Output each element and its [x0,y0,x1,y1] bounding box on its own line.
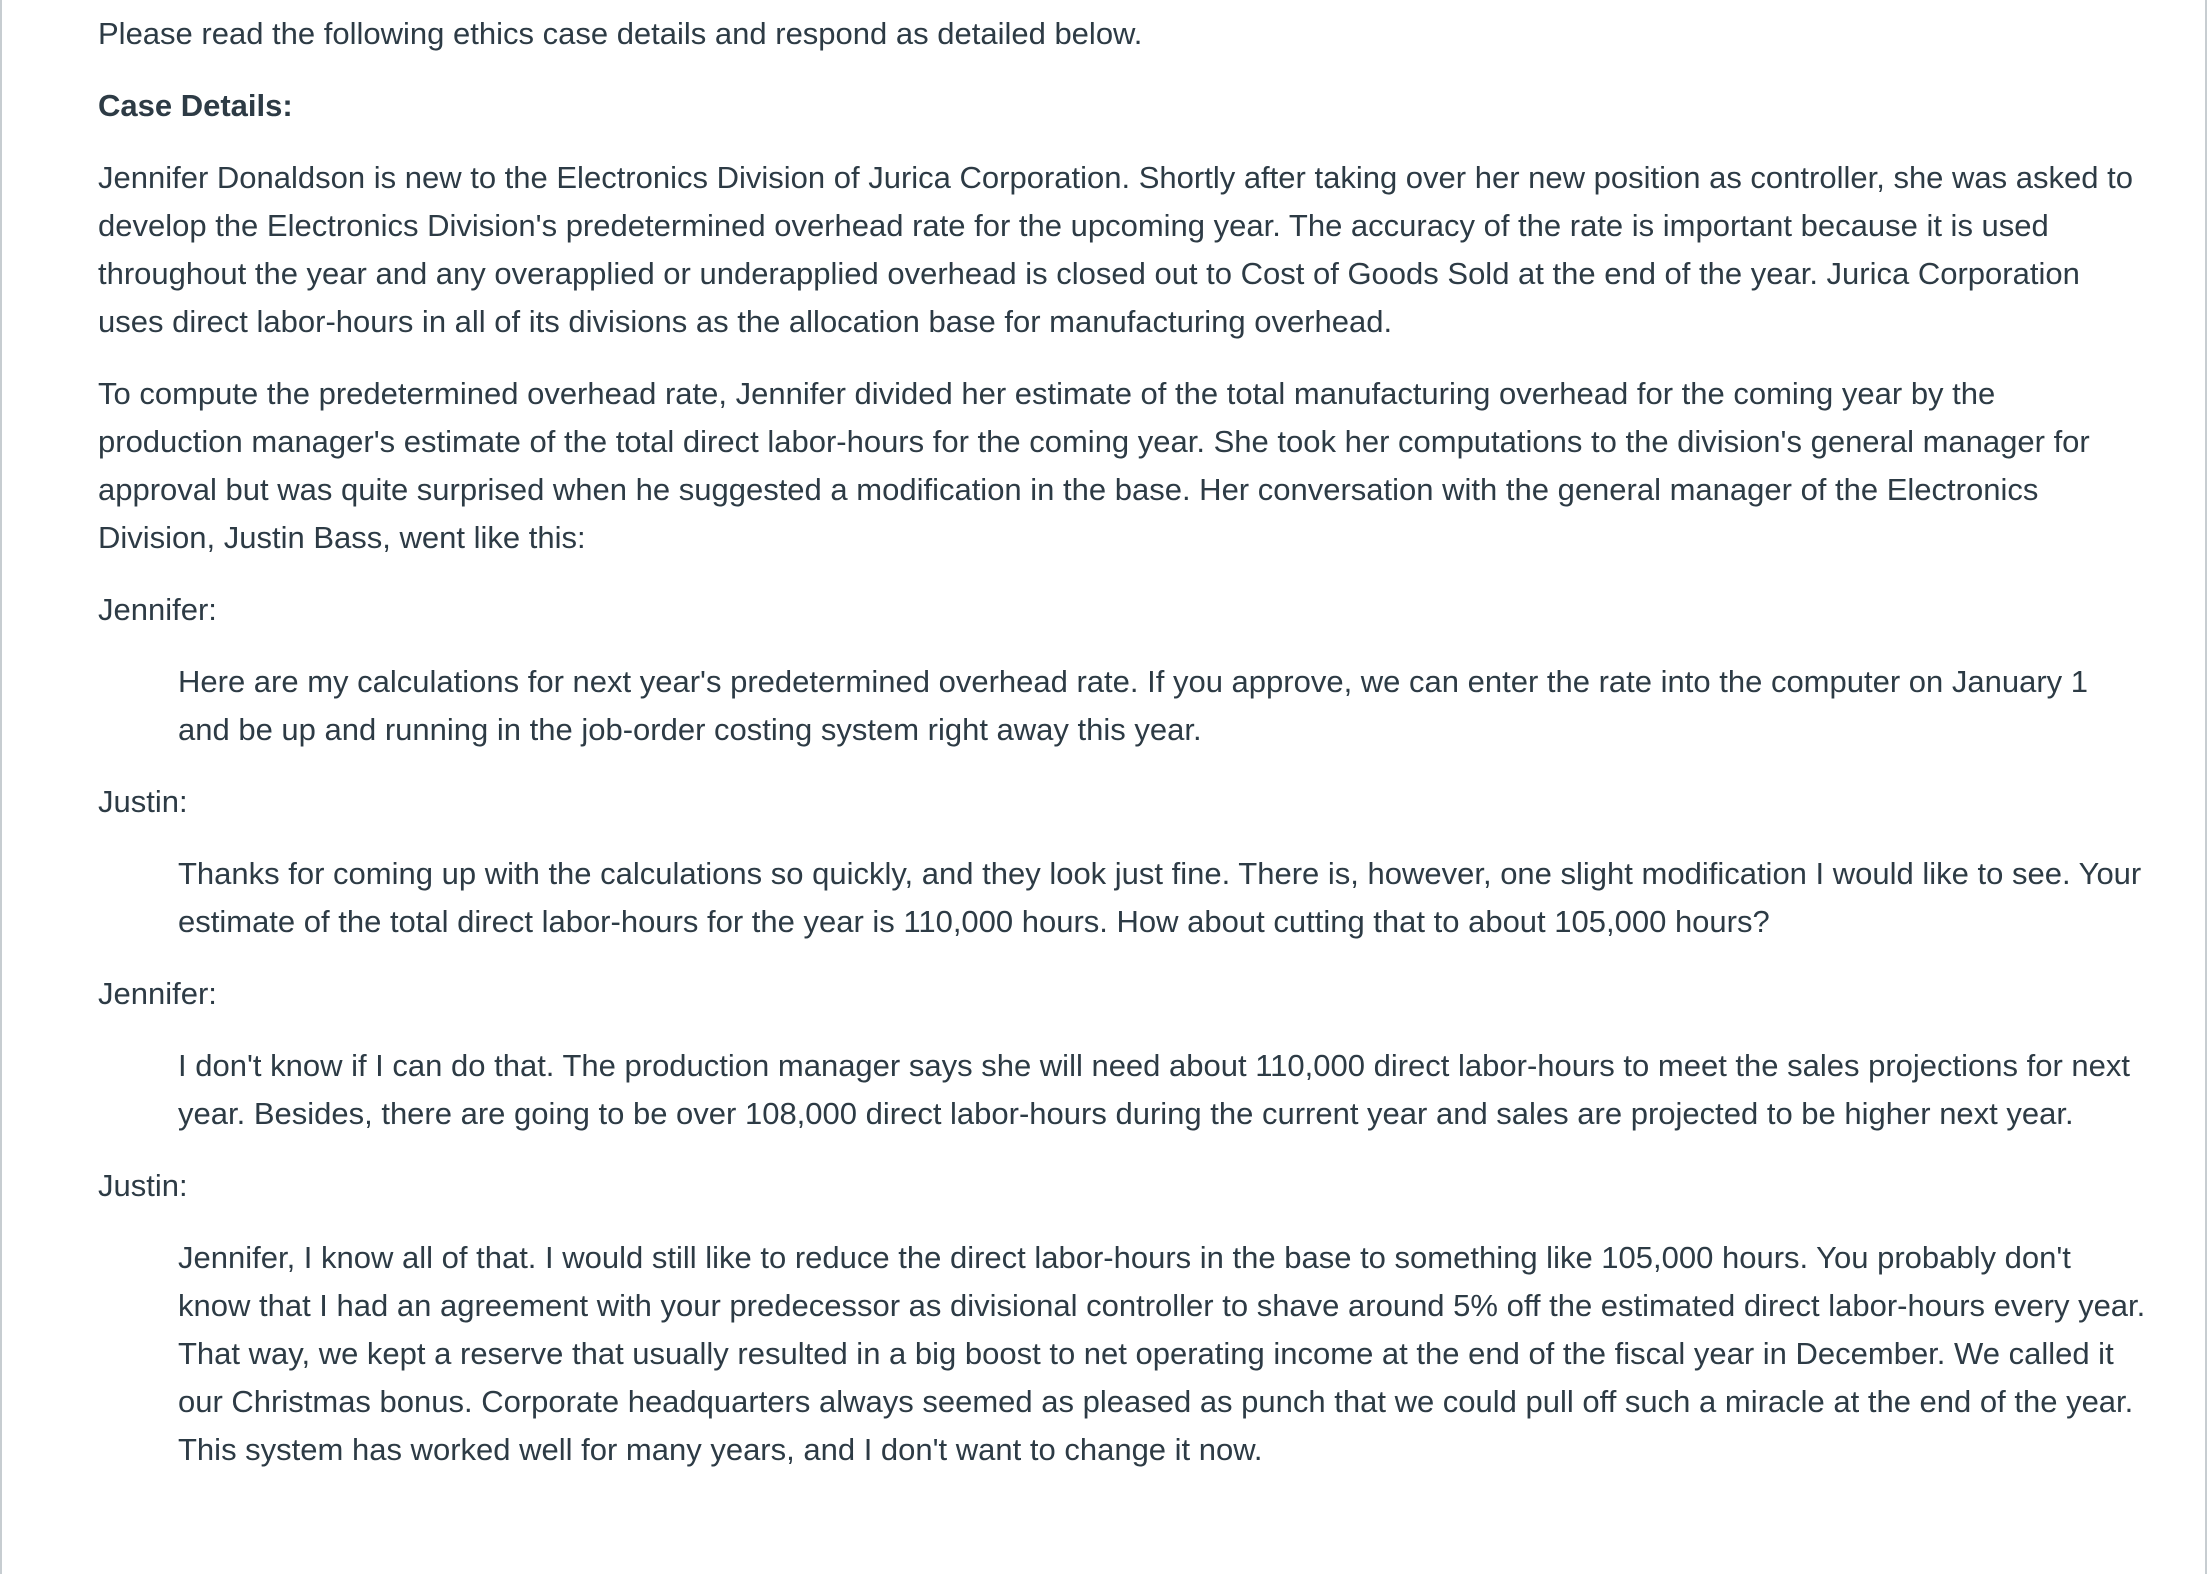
case-paragraph: Jennifer Donaldson is new to the Electronics Division of Jurica Corporation. Shortly after taking over her new position as controller, she was asked to develop the Electronics Division's predetermined overhead rate for the upcoming year. The accuracy of the rate is important because it is used throughout the year and any overapplied or underapplied overhead is closed out to Cost of Goods Sold at the end of the year. Jurica Corporation uses direct labor-hours in all of its divisions as the allocation base for manufacturing overhead. [98,160,2133,339]
speaker-label: Justin: [98,1168,188,1203]
dialogue-text: Here are my calculations for next year's predetermined overhead rate. If you approve, we can enter the rate into the computer on January 1 and be up and running in the job-order costing system right away this year. [178,664,2089,747]
intro-text: Please read the following ethics case details and respond as detailed below. [98,16,1143,51]
dialogue-text: Thanks for coming up with the calculations so quickly, and they look just fine. There is, however, one slight modification I would like to see. Your estimate of the total direct labor-hours for the year is 110,000 hours. How about cutting that to about 105,000 hours? [178,856,2142,939]
ethics-case-content [98,0,2148,1474]
case-details-heading: Case Details: [98,88,293,123]
dialogue-text: Jennifer, I know all of that. I would still like to reduce the direct labor-hours in the base to something like 105,000 hours. You probably don't know that I had an agreement with your predecessor as divisional controller to shave around 5% off the estimated direct labor-hours every year. That way, we kept a reserve that usually resulted in a big boost to net operating income at the end of the fiscal year in December. We called it our Christmas bonus. Corporate headquarters always seemed as pleased as punch that we could pull off such a miracle at the end of the year. This system has worked well for many years, and I don't want to change it now. [178,1240,2146,1467]
speaker-label: Jennifer: [98,592,217,627]
speaker-label: Jennifer: [98,976,217,1011]
case-paragraph: To compute the predetermined overhead rate, Jennifer divided her estimate of the total manufacturing overhead for the coming year by the production manager's estimate of the total direct labor-hours for the coming year. She took her computations to the division's general manager for approval but was quite surprised when he suggested a modification in the base. Her conversation with the general manager of the Electronics Division, Justin Bass, went like this: [98,376,2090,555]
dialogue-text: I don't know if I can do that. The production manager says she will need about 110,000 direct labor-hours to meet the sales projections for next year. Besides, there are going to be over 108,000 direct labor-hours during the current year and sales are projected to be higher next year. [178,1048,2131,1131]
speaker-label: Justin: [98,784,188,819]
